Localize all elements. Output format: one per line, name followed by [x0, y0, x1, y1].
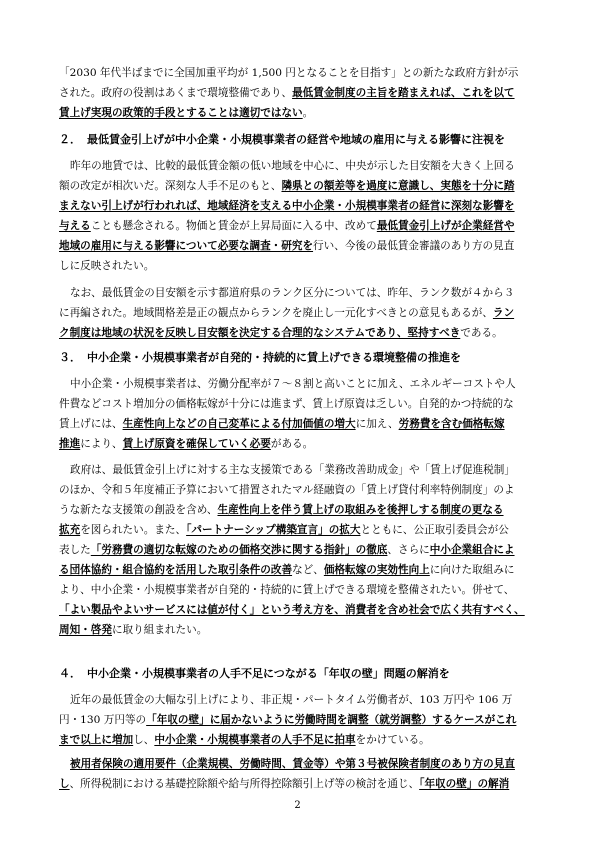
- emphasized-text: 「パートナーシップ構築宣言」の拡大: [186, 524, 361, 536]
- text-run: 行い、今後の最低賃金審議のあり方の見直: [313, 240, 515, 252]
- emphasized-text: 中小企業組合によ: [429, 544, 515, 556]
- emphasized-text: 最低賃金引上げが企業経営や: [376, 220, 515, 232]
- text-run: 中小企業・小規模事業者は、労働分配率が７～８割と高いことに加え、エネルギーコストや人: [70, 378, 516, 390]
- text-run: 賃上げには、: [59, 418, 123, 430]
- section-number: ４．: [59, 667, 81, 680]
- emphasized-text: 労務費を含む価格転嫁: [398, 418, 505, 430]
- paragraph-line: [59, 437, 313, 451]
- paragraph-line: [59, 543, 515, 557]
- text-run: に再編された。地域間格差是正の観点からランクを廃止し一元化すべきとの意見もあるが、: [59, 307, 493, 319]
- text-run: 昨年の地賃では、比較的最低賃金額の低い地域を中心に、中央が示した目安額を大きく上回る: [70, 160, 515, 172]
- emphasized-text: 生産性向上を伴う賃上げの取組みを後押しする制度の更なる: [217, 504, 504, 516]
- text-run: ことも懸念される。物価と賃金が上昇局面に入る中、改めて: [90, 220, 377, 232]
- paragraph-line: [59, 199, 515, 213]
- text-run: 近年の最低賃金の大幅な引上げにより、非正規・パートタイム労働者が、103 万円や 106 万: [70, 694, 513, 706]
- paragraph-line: [59, 733, 430, 747]
- section-heading-text: 中小企業・小規模事業者が自発的・持続的に賃上げできる環境整備の推進を: [87, 351, 461, 364]
- paragraph-line: [70, 159, 515, 173]
- paragraph-line: [59, 66, 518, 80]
- emphasized-text: る団体協約・組合協約を活用した取引条件の改善: [59, 564, 293, 576]
- emphasized-text: まえない引上げが行われれば、地域経済を支える中小企業・小規模事業者の経営に深刻な影響を: [59, 200, 515, 212]
- text-run: 円・130 万円等の: [59, 714, 147, 726]
- text-run: に向けた取組みに: [429, 564, 515, 576]
- section-number: ２．: [59, 133, 81, 146]
- paragraph-line: [59, 713, 516, 727]
- emphasized-text: 地域の雇用に与える影響について必要な調査・研究を: [59, 240, 314, 252]
- paragraph-line: [70, 377, 516, 391]
- paragraph-line: [59, 603, 525, 617]
- emphasized-text: 価格転嫁の実効性向上: [323, 564, 430, 576]
- text-run: に取り組まれたい。: [111, 624, 208, 636]
- paragraph-line: [70, 286, 514, 300]
- emphasized-text: 「労務費の適切な転嫁のための価格交渉に関する指針」の徹底: [90, 544, 388, 556]
- text-run: である。: [460, 327, 503, 339]
- text-run: なお、最低賃金の目安額を示す都道府県のランク区分については、昨年、ランク数が４から３: [70, 287, 515, 299]
- section-heading-text: 中小企業・小規模事業者の人手不足につながる「年収の壁」問題の解消を: [87, 667, 450, 680]
- emphasized-text: 推進: [59, 438, 81, 450]
- paragraph-line: [59, 179, 515, 193]
- text-run: 、さらに: [387, 544, 430, 556]
- paragraph-line: [59, 417, 505, 431]
- text-run: 額の改定が相次いだ。深刻な人手不足のもと、: [59, 180, 282, 192]
- paragraph-line: [59, 306, 514, 320]
- paragraph-line: [59, 86, 515, 100]
- text-run: に加え、: [355, 418, 399, 430]
- paragraph-line: [59, 397, 514, 411]
- emphasized-text: 隣県との額差等を過度に意識し、実態を十分に踏: [281, 180, 515, 192]
- emphasized-text: ラン: [492, 307, 515, 319]
- emphasized-text: ク制度は地域の状況を反映し目安額を決定する合理的なシステムであり、堅持すべき: [59, 327, 461, 339]
- emphasized-text: 周知・啓発: [59, 624, 112, 636]
- section-number: ３．: [59, 351, 81, 364]
- section-3-heading: [59, 351, 461, 365]
- text-run: など、: [292, 564, 324, 576]
- text-run: がある。: [270, 438, 314, 450]
- paragraph-line: [70, 693, 512, 707]
- section-4-heading: [59, 667, 450, 681]
- paragraph-line: [59, 777, 509, 791]
- section-2-heading: [59, 133, 505, 147]
- emphasized-text: 「よい製品やよいサービスには値が付く」という考え方を、消費者を含め社会で広く共有すべく、: [59, 604, 525, 616]
- paragraph-line: [59, 583, 514, 597]
- text-run: うな新たな支援策の創設を含め、: [59, 504, 218, 516]
- paragraph-line: [59, 563, 515, 577]
- emphasized-text: まで以上に増加: [59, 734, 134, 746]
- text-run: 、所得税制における基礎控除額や給与所得控除額引上げ等の検討を通じ、: [69, 778, 420, 790]
- paragraph-line: [59, 483, 515, 497]
- text-run: 表した: [59, 544, 91, 556]
- paragraph-line: [59, 523, 509, 537]
- emphasized-text: 最低賃金制度の主旨を踏まえれば、これを以て: [292, 87, 515, 99]
- text-run: し、: [133, 734, 155, 746]
- paragraph-line: [59, 503, 504, 517]
- paragraph-line: [59, 239, 514, 253]
- emphasized-text: し: [59, 778, 70, 790]
- page-number: 2: [294, 800, 301, 811]
- text-run: 件費などコスト増加分の価格転嫁が十分には進まず、賃上げ原資は乏しい。自発的かつ持続的な: [59, 398, 514, 410]
- emphasized-text: 生産性向上などの自己変革による付加価値の増大: [122, 418, 356, 430]
- paragraph-line: [59, 259, 154, 273]
- paragraph-line: [59, 219, 515, 233]
- text-run: を図られたい。また、: [80, 524, 187, 536]
- paragraph-line: [59, 623, 207, 637]
- emphasized-text: 被用者保険の適用要件（企業規模、労働時間、賃金等）や第３号被保険者制度のあり方の見直: [70, 758, 515, 770]
- text-run: より、中小企業・小規模事業者が自発的・持続的に賃上げできる環境を整備されたい。併せて、: [59, 584, 515, 596]
- emphasized-text: 拡充: [59, 524, 81, 536]
- emphasized-text: 賃上げ原資を確保していく必要: [122, 438, 271, 450]
- emphasized-text: 賃上げ実現の政策的手段とすることは適切ではない: [59, 107, 303, 119]
- text-run: 政府は、最低賃金引上げに対する主な支援策である「業務改善助成金」や「賃上げ促進税制」: [70, 464, 515, 476]
- emphasized-text: 「年収の壁」の解消: [419, 778, 510, 790]
- text-run: をかけている。: [355, 734, 430, 746]
- emphasized-text: 中小企業・小規模事業者の人手不足に拍車: [154, 734, 356, 746]
- paragraph-line: [59, 106, 313, 120]
- text-run: しに反映されたい。: [59, 260, 155, 272]
- text-run: 「2030 年代半ばまでに全国加重平均が 1,500 円となることを目指す」との新たな政府方針が示: [59, 67, 519, 79]
- text-run: された。政府の役割はあくまで環境整備であり、: [59, 87, 293, 99]
- emphasized-text: 与える: [59, 220, 91, 232]
- text-run: とともに、公正取引委員会が公: [360, 524, 509, 536]
- text-run: 。: [302, 107, 314, 119]
- paragraph-line: [59, 326, 503, 340]
- emphasized-text: 「年収の壁」に届かないように労働時間を調整（就労調整）するケースがこれ: [146, 714, 517, 726]
- section-heading-text: 最低賃金引上げが中小企業・小規模事業者の経営や地域の雇用に与える影響に注視を: [87, 133, 505, 146]
- text-run: のほか、令和５年度補正予算において措置されたマル経融資の「賃上げ貸付利率特例制度」のよ: [59, 484, 515, 496]
- text-run: により、: [80, 438, 123, 450]
- paragraph-line: [70, 463, 515, 477]
- paragraph-line: [70, 757, 515, 771]
